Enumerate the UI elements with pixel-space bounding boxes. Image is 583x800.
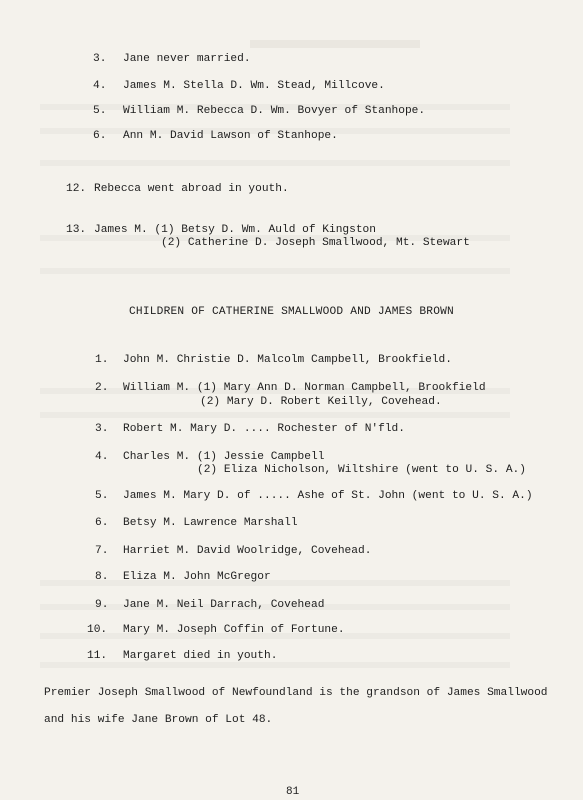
section-heading: CHILDREN OF CATHERINE SMALLWOOD AND JAMES BROWN	[129, 306, 454, 318]
child-item: 6. Betsy M. Lawrence Marshall	[95, 517, 298, 529]
child-item: 9. Jane M. Neil Darrach, Covehead	[95, 599, 325, 611]
child-item: 3. Robert M. Mary D. .... Rochester of N'fld.	[95, 423, 405, 435]
closing-paragraph-line-2: and his wife Jane Brown of Lot 48.	[44, 714, 273, 726]
list-item-12: 12. Rebecca went abroad in youth.	[66, 183, 289, 195]
child-item: 4. Charles M. (1) Jessie Campbell	[95, 451, 325, 463]
list-item: 6. Ann M. David Lawson of Stanhope.	[93, 130, 338, 142]
list-item: 3. Jane never married.	[93, 53, 251, 65]
list-item-13-continuation: (2) Catherine D. Joseph Smallwood, Mt. Stewart	[161, 237, 470, 249]
list-item-13: 13. James M. (1) Betsy D. Wm. Auld of Kingston	[66, 224, 376, 236]
list-item: 4. James M. Stella D. Wm. Stead, Millcove.	[93, 80, 385, 92]
child-item-continuation: (2) Mary D. Robert Keilly, Covehead.	[200, 396, 442, 408]
page-number: 81	[286, 786, 300, 798]
child-item: 11. Margaret died in youth.	[87, 650, 278, 662]
child-item: 10. Mary M. Joseph Coffin of Fortune.	[87, 624, 345, 636]
child-item: 1. John M. Christie D. Malcolm Campbell, Brookfield.	[95, 354, 452, 366]
child-item: 2. William M. (1) Mary Ann D. Norman Campbell, Brookfield	[95, 382, 486, 394]
child-item-continuation: (2) Eliza Nicholson, Wiltshire (went to U. S. A.)	[197, 464, 526, 476]
child-item: 7. Harriet M. David Woolridge, Covehead.	[95, 545, 372, 557]
child-item: 8. Eliza M. John McGregor	[95, 571, 271, 583]
list-item: 5. William M. Rebecca D. Wm. Bovyer of Stanhope.	[93, 105, 426, 117]
closing-paragraph-line-1: Premier Joseph Smallwood of Newfoundland is the grandson of James Smallwood	[44, 687, 548, 699]
child-item: 5. James M. Mary D. of ..... Ashe of St. John (went to U. S. A.)	[95, 490, 533, 502]
